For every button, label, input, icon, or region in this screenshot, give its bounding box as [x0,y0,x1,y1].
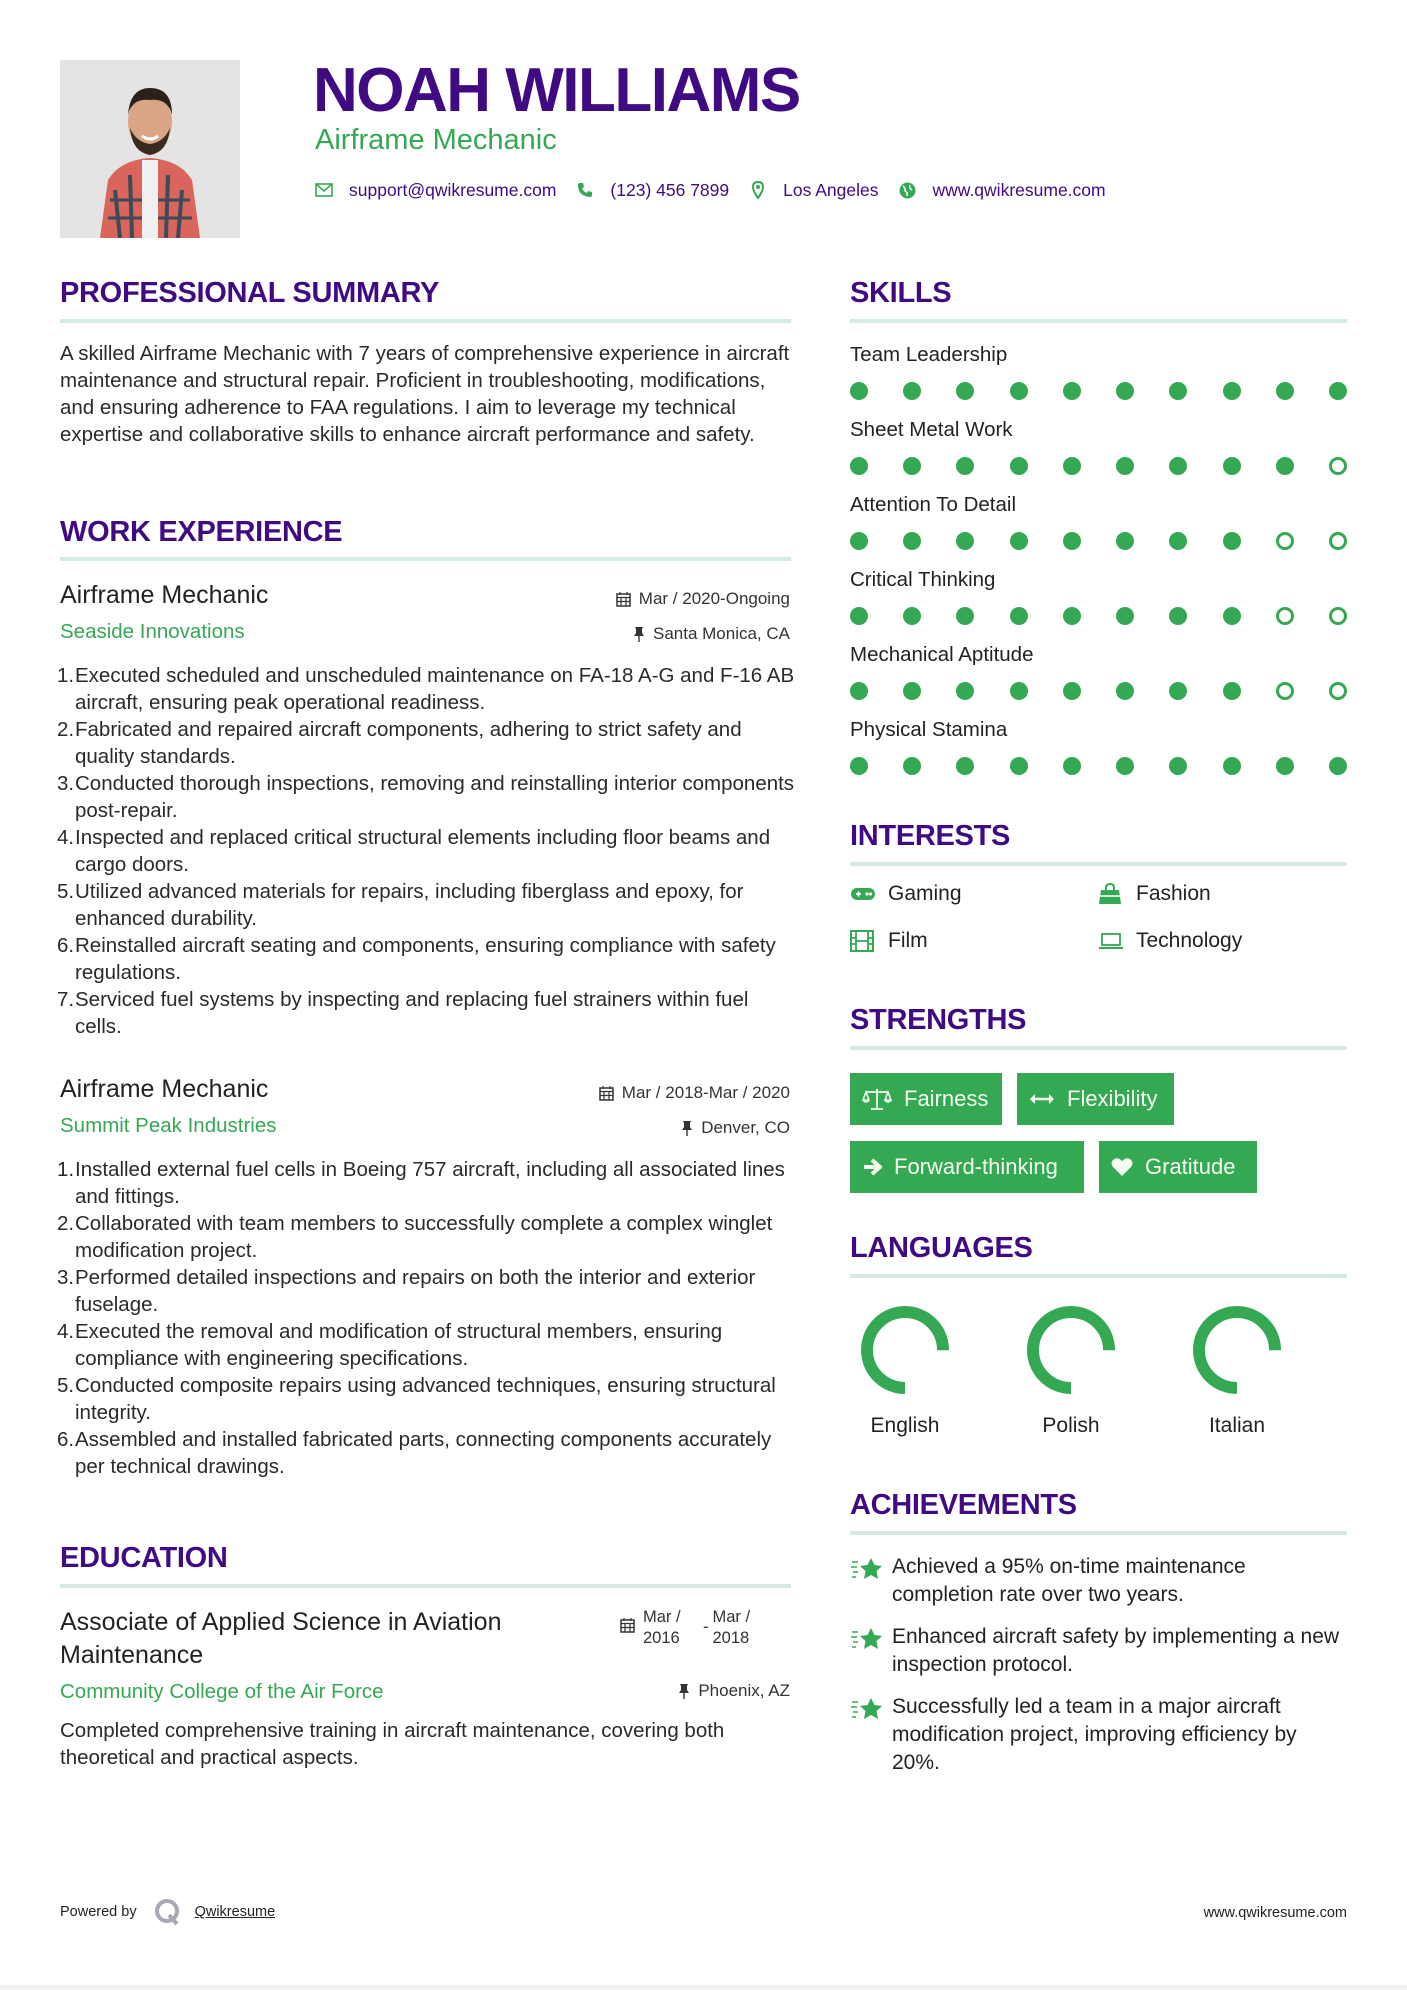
section-divider [850,319,1347,323]
rating-dot-filled [850,532,868,550]
location-text: Los Angeles [783,179,879,200]
strength-badge-flexibility [1017,1073,1174,1125]
rating-dot-filled [1223,382,1241,400]
rating-dot-filled [1276,757,1294,775]
skill-item [850,342,1347,417]
job-dates-text: Mar / 2018-Mar / 2020 [621,1083,790,1102]
contact-phone[interactable] [576,180,729,201]
rating-dot-filled [850,682,868,700]
rating-dot-filled [956,757,974,775]
interest-technology [1098,929,1242,953]
section-heading-strengths: STRENGTHS [850,1004,1027,1036]
interest-gaming [850,882,962,906]
summary-text: A skilled Airframe Mechanic with 7 years of comprehensive experience in aircraft maintenance and structural repair. Proficient in troubleshooting, modifications, and ensuring adherence to FAA regulations. I aim to leverage my technical expertise and collaborative skills to enhance aircraft performance and safety. [60,342,790,446]
globe-icon [899,181,917,199]
rating-dot-filled [1010,457,1028,475]
interest-label: Gaming [888,882,962,905]
achievement-text: Successfully led a team in a major aircraft modification project, improving efficiency by 20%. [892,1695,1297,1774]
rating-dot-filled [1063,682,1081,700]
language-name: Italian [1208,1414,1266,1437]
calendar-icon [616,591,631,607]
proficiency-arc [1199,1312,1275,1388]
list-item: 5. Conducted composite repairs using advanced techniques, ensuring structural integrity. [57,1374,776,1424]
rating-dot-filled [1063,607,1081,625]
language-proficiency-ring [1187,1300,1287,1400]
skill-name: Physical Stamina [850,718,1008,741]
section-heading-languages: LANGUAGES [850,1232,1033,1264]
strength-badge-forward-thinking [850,1141,1084,1193]
rating-dot-filled [1063,532,1081,550]
skill-item [850,642,1347,717]
rating-dot-filled [1329,757,1347,775]
contact-bar [315,177,1126,203]
page-bottom-edge [0,1985,1407,1990]
skill-rating [850,382,1347,400]
list-item: 5. Utilized advanced materials for repairs, including fiberglass and epoxy, for enhanced durability. [57,880,744,930]
list-item: 3. Performed detailed inspections and repairs on both the interior and exterior fuselage. [57,1266,756,1316]
job-location [490,623,790,645]
rating-dot-filled [1116,382,1134,400]
skill-name: Sheet Metal Work [850,418,1013,441]
pushpin-icon [681,1120,693,1136]
rating-dot-filled [1063,382,1081,400]
rating-dot-filled [956,532,974,550]
rating-dot-filled [1276,382,1294,400]
interest-label: Fashion [1136,882,1211,905]
envelope-icon [315,181,333,199]
job-duties-list [57,1156,797,1480]
pushpin-icon [633,626,645,642]
arrow-right-icon [862,1157,882,1177]
section-divider [850,1046,1347,1050]
rating-dot-filled [1276,457,1294,475]
calendar-icon [599,1085,614,1101]
footer-powered-by [60,1897,275,1927]
section-heading-interests: INTERESTS [850,820,1011,852]
language-name: English [870,1414,940,1437]
strength-label: Fairness [904,1086,989,1111]
rating-dot-filled [903,607,921,625]
skill-name: Attention To Detail [850,493,1017,516]
skill-rating [850,757,1347,775]
language-item [850,1300,960,1438]
section-heading-experience: WORK EXPERIENCE [60,516,343,548]
job-location [490,1117,790,1139]
education-dates [620,1607,761,1649]
rating-dot-filled [1116,682,1134,700]
powered-by-label: Powered by [60,1904,137,1920]
section-heading-skills: SKILLS [850,277,952,309]
rating-dot-filled [1169,682,1187,700]
section-divider [60,557,791,561]
achievement-item [850,1553,1350,1609]
rating-dot-filled [903,382,921,400]
rating-dot-filled [1116,457,1134,475]
rating-dot-filled [1223,457,1241,475]
section-heading-education: EDUCATION [60,1542,228,1574]
rating-dot-filled [1010,532,1028,550]
rating-dot-filled [1169,457,1187,475]
section-divider [60,1584,791,1588]
rating-dot-filled [903,457,921,475]
rating-dot-filled [956,682,974,700]
rating-dot-empty [1329,532,1347,550]
website-text: www.qwikresume.com [932,179,1106,200]
phone-text: (123) 456 7899 [610,179,730,200]
rating-dot-filled [1116,757,1134,775]
rating-dot-filled [850,457,868,475]
job-dates-text: Mar / 2020-Ongoing [638,589,790,608]
list-item: 6. Assembled and installed fabricated parts, connecting components accurately per technical drawings. [57,1428,772,1478]
skill-name: Critical Thinking [850,568,996,591]
education-start: Mar / 2016 [643,1608,681,1647]
job-duties-list [57,662,797,1040]
rating-dot-filled [1010,607,1028,625]
language-proficiency-ring [855,1300,955,1400]
section-divider [850,1531,1347,1535]
rating-dot-empty [1276,682,1294,700]
section-heading-summary: PROFESSIONAL SUMMARY [60,277,440,309]
rating-dot-filled [956,607,974,625]
education-location-text: Phoenix, AZ [698,1681,790,1700]
rating-dot-filled [1329,382,1347,400]
skill-item [850,492,1347,567]
date-separator: - [703,1618,709,1636]
contact-email[interactable] [315,180,556,201]
rating-dot-filled [850,382,868,400]
list-item: 2. Fabricated and repaired aircraft components, adhering to strict safety and quality standards. [57,718,742,768]
proficiency-arc [867,1312,943,1388]
profile-photo [60,60,240,238]
job-location-text: Denver, CO [701,1118,790,1137]
job-dates [490,588,790,610]
interest-fashion [1098,882,1211,906]
rating-dot-empty [1329,457,1347,475]
job-title: Airframe Mechanic [60,581,269,609]
list-item: 4. Inspected and replaced critical structural elements including floor beams and cargo doors. [57,826,771,876]
section-divider [60,319,791,323]
shooting-star-icon [850,1623,892,1679]
section-heading-achievements: ACHIEVEMENTS [850,1489,1077,1521]
candidate-name: NOAH WILLIAMS [313,56,800,125]
rating-dot-filled [1063,457,1081,475]
job-dates [490,1082,790,1104]
list-item: 3. Conducted thorough inspections, removing and reinstalling interior components post-repair. [57,772,795,822]
rating-dot-filled [1223,532,1241,550]
footer-url[interactable]: www.qwikresume.com [1203,1905,1347,1921]
shooting-star-icon [850,1693,892,1777]
rating-dot-filled [1010,757,1028,775]
strength-label: Gratitude [1145,1154,1236,1179]
skill-rating [850,607,1347,625]
achievement-text: Achieved a 95% on-time maintenance completion rate over two years. [892,1555,1246,1606]
strength-badge-gratitude [1099,1141,1257,1193]
rating-dot-filled [1169,607,1187,625]
language-item [1182,1300,1292,1438]
list-item: 2. Collaborated with team members to successfully complete a complex winglet modification project. [57,1212,773,1262]
shopping-bag-icon [1098,883,1124,905]
rating-dot-empty [1276,607,1294,625]
strength-badge-fairness [850,1073,1002,1125]
rating-dot-filled [1116,532,1134,550]
job-title: Airframe Mechanic [60,1075,269,1103]
rating-dot-empty [1329,607,1347,625]
list-item: 6. Reinstalled aircraft seating and components, ensuring compliance with safety regulations. [57,934,776,984]
contact-website[interactable] [899,180,1106,201]
achievement-item [850,1623,1350,1679]
section-divider [850,1274,1347,1278]
list-item: 1. Installed external fuel cells in Boeing 757 aircraft, including all associated lines and fittings. [57,1158,785,1208]
gamepad-icon [850,883,876,905]
education-description: Completed comprehensive training in aircraft maintenance, covering both theoretical and practical aspects. [60,1719,725,1769]
company-name: Summit Peak Industries [60,1114,277,1137]
achievement-text: Enhanced aircraft safety by implementing a new inspection protocol. [892,1625,1340,1676]
language-name: Polish [1042,1414,1100,1437]
strength-label: Forward-thinking [894,1154,1058,1179]
language-item [1016,1300,1126,1438]
calendar-icon [620,1617,635,1633]
strength-label: Flexibility [1067,1086,1158,1111]
rating-dot-filled [903,682,921,700]
school-name: Community College of the Air Force [60,1680,384,1703]
contact-location [749,180,878,201]
film-icon [850,930,876,952]
skill-rating [850,457,1347,475]
degree-title: Associate of Applied Science in Aviation Maintenance [60,1608,502,1669]
rating-dot-filled [1063,757,1081,775]
interest-film [850,929,928,953]
skill-item [850,567,1347,642]
person-photo-illustration [60,60,240,238]
rating-dot-filled [1116,607,1134,625]
list-item: 7. Serviced fuel systems by inspecting and replacing fuel strainers within fuel cells. [57,988,749,1038]
rating-dot-filled [903,532,921,550]
qwikresume-link[interactable]: Qwikresume [194,1904,276,1920]
rating-dot-filled [1169,532,1187,550]
heart-icon [1111,1157,1133,1177]
language-proficiency-ring [1021,1300,1121,1400]
section-divider [850,862,1347,866]
pushpin-icon [678,1683,690,1699]
arrows-horizontal-icon [1029,1092,1055,1106]
rating-dot-filled [1010,382,1028,400]
rating-dot-filled [850,607,868,625]
shooting-star-icon [850,1553,892,1609]
education-end: Mar / 2018 [712,1608,751,1647]
qwikresume-logo-icon [153,1897,183,1927]
skills-list [850,342,1347,792]
company-name: Seaside Innovations [60,620,245,643]
email-text: support@qwikresume.com [349,179,557,200]
job-location-text: Santa Monica, CA [652,624,790,643]
rating-dot-empty [1329,682,1347,700]
rating-dot-filled [956,457,974,475]
rating-dot-filled [1010,682,1028,700]
proficiency-arc [1033,1312,1109,1388]
candidate-title: Airframe Mechanic [315,124,557,156]
rating-dot-filled [850,757,868,775]
phone-icon [576,181,594,199]
laptop-icon [1098,930,1124,952]
rating-dot-filled [1223,682,1241,700]
list-item: 4. Executed the removal and modification of structural members, ensuring compliance with engineering specifications. [57,1320,723,1370]
skill-name: Team Leadership [850,343,1008,366]
languages-list [850,1300,1347,1450]
skill-name: Mechanical Aptitude [850,643,1034,666]
skill-rating [850,532,1347,550]
rating-dot-filled [1169,382,1187,400]
interest-label: Technology [1136,929,1243,952]
list-item: 1. Executed scheduled and unscheduled maintenance on FA-18 A-G and F-16 AB aircraft, ensuring peak operational readiness. [57,664,795,714]
skill-item [850,717,1347,792]
rating-dot-empty [1276,532,1294,550]
rating-dot-filled [903,757,921,775]
interest-label: Film [888,929,928,952]
skill-item [850,417,1347,492]
education-location [490,1680,790,1702]
rating-dot-filled [1223,757,1241,775]
balance-scale-icon [862,1087,892,1111]
rating-dot-filled [1169,757,1187,775]
map-pin-icon [749,181,767,199]
achievement-item [850,1693,1350,1777]
rating-dot-filled [956,382,974,400]
skill-rating [850,682,1347,700]
rating-dot-filled [1223,607,1241,625]
